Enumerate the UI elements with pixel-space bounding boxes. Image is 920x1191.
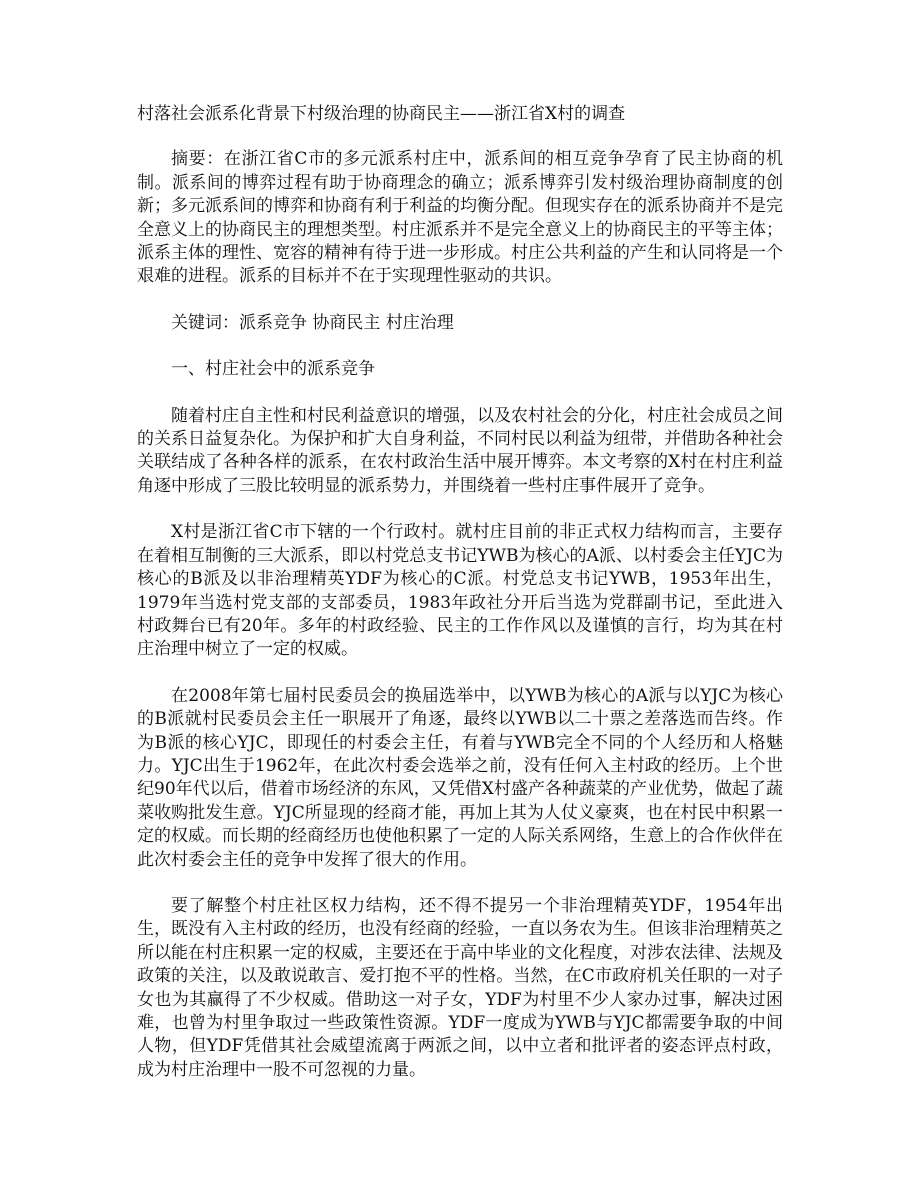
abstract-paragraph: 摘要：在浙江省C市的多元派系村庄中，派系间的相互竞争孕育了民主协商的机制。派系间的博弈过程有助于协商理念的确立；派系博弈引发村级治理协商制度的创新；多元派系间的博弈和协商有利于利益的均衡分配。但现实存在的派系协商并不是完全意义上的协商民主的理想类型。村庄派系并不是完全意义上的协商民主的平等主体；派系主体的理性、宽容的精神有待于进一步形成。村庄公共利益的产生和认同将是一个艰难的进程。派系的目标并不在于实现理性驱动的共识。 <box>137 149 783 287</box>
body-paragraph: 要了解整个村庄社区权力结构，还不得不提另一个非治理精英YDF，1954年出生，既没有入主村政的经历，也没有经商的经验，一直以务农为生。但该非治理精英之所以能在村庄积累一定的权威，主要还在于高中毕业的文化程度，对涉农法律、法规及政策的关注，以及敢说敢言、爱打抱不平的性格。当然，在C市政府机关任职的一对子女也为其赢得了不少权威。借助这一对子女，YDF为村里不少人家办过事，解决过困难，也曾为村里争取过一些政策性资源。YDF一度成为YWB与YJC都需要争取的中间人物，但YDF凭借其社会威望流离于两派之间，以中立者和批评者的姿态评点村政，成为村庄治理中一股不可忽视的力量。 <box>137 895 783 1080</box>
body-paragraph: 随着村庄自主性和村民利益意识的增强，以及农村社会的分化，村庄社会成员之间的关系日益复杂化。为保护和扩大自身利益，不同村民以利益为纽带，并借助各种社会关联结成了各种各样的派系，在农村政治生活中展开博弈。本文考察的X村在村庄利益角逐中形成了三股比较明显的派系势力，并围绕着一些村庄事件展开了竞争。 <box>137 405 783 496</box>
section-heading: 一、村庄社会中的派系竞争 <box>171 359 375 380</box>
keywords-line: 关键词：派系竞争 协商民主 村庄治理 <box>171 312 454 333</box>
document-page <box>137 103 783 1105</box>
body-paragraph: 在2008年第七届村民委员会的换届选举中，以YWB为核心的A派与以YJC为核心的B派就村民委员会主任一职展开了角逐，最终以YWB以二十票之差落选而告终。作为B派的核心YJC，即现任的村委会主任，有着与YWB完全不同的个人经历和人格魅力。YJC出生于1962年，在此次村委会选举之前，没有任何入主村政的经历。上个世纪90年代以后，借着市场经济的东风，又凭借X村盛产各种蔬菜的产业优势，做起了蔬菜收购批发生意。YJC所显现的经商才能，再加上其为人仗义豪爽，也在村民中积累一定的权威。而长期的经商经历也使他积累了一定的人际关系网络，生意上的合作伙伴在此次村委会主任的竞争中发挥了很大的作用。 <box>137 685 783 870</box>
document-title: 村落社会派系化背景下村级治理的协商民主——浙江省X村的调查 <box>137 104 626 124</box>
body-paragraph: X村是浙江省C市下辖的一个行政村。就村庄目前的非正式权力结构而言，主要存在着相互制衡的三大派系，即以村党总支书记YWB为核心的A派、以村委会主任YJC为核心的B派及以非治理精英YDF为核心的C派。村党总支书记YWB，1953年出生，1979年当选村党支部的支部委员，1983年政社分开后当选为党群副书记，至此进入村政舞台已有20年。多年的村政经验、民主的工作作风以及谨慎的言行，均为其在村庄治理中树立了一定的权威。 <box>137 522 783 660</box>
